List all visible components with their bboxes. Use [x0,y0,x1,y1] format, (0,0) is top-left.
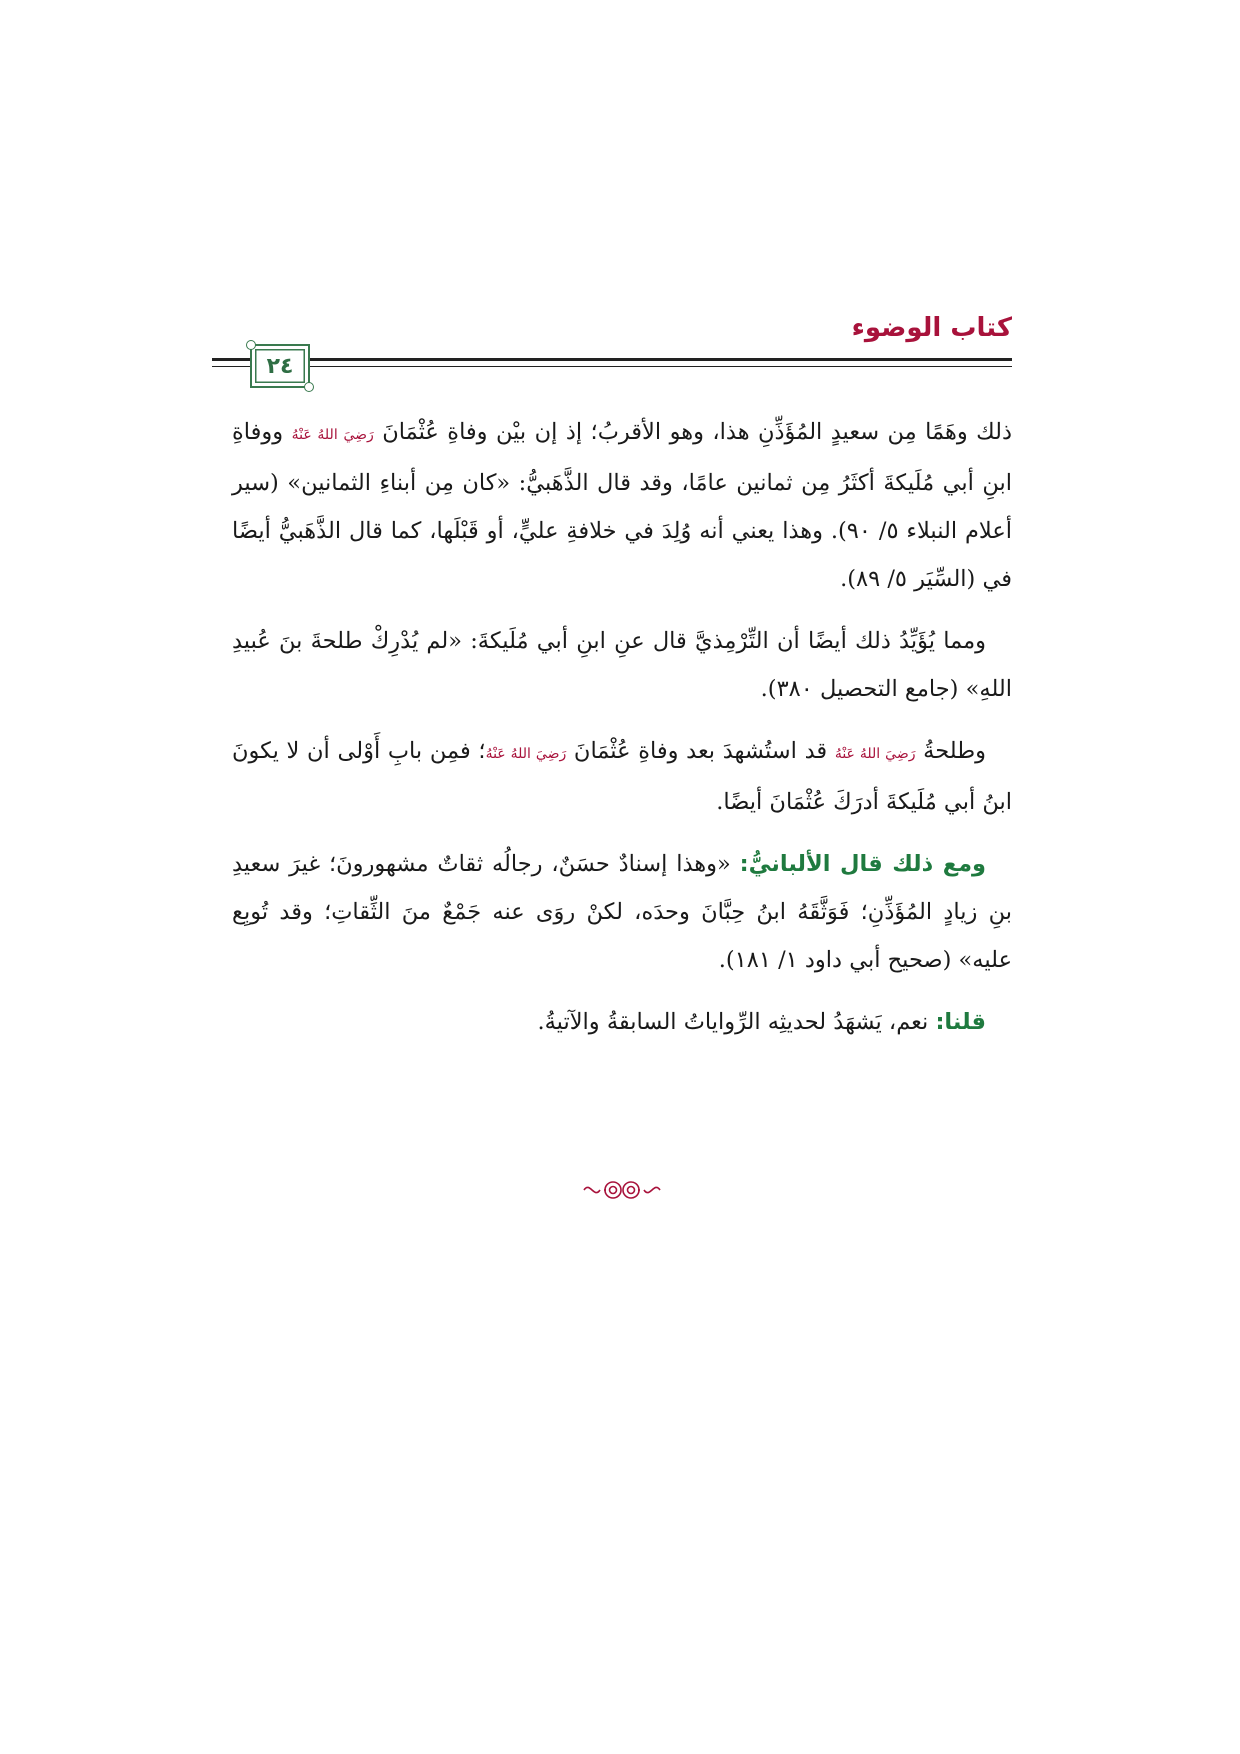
header-rule-thick [232,358,1012,361]
paragraph-5 [232,998,1012,1046]
paragraph-text: نعم، يَشهَدُ لحديثِه الرِّواياتُ السابقةُ والآتيةُ. [537,1009,929,1035]
end-ornament-icon [580,1175,664,1205]
header-left-tick [212,358,242,361]
honorific: رَضِيَ اللهُ عَنْهُ [834,746,916,762]
paragraph-2 [232,617,1012,713]
chapter-title: كتاب الوضوء [851,313,1012,343]
page-header [232,310,1012,388]
honorific: رَضِيَ اللهُ عَنْهُ [291,427,374,443]
page-number: ٢٤ [266,353,294,379]
header-rule-thin [232,366,1012,367]
body-text [232,408,1012,1060]
paragraph-text: وطلحةُ [923,738,986,764]
paragraph-text: ووفاةِ ابنِ أبي مُلَيكةَ أكثَرُ مِن ثمانين عامًا، وقد قال الذَّهَبيُّ: «كان مِن أبناءِ الثمانين» (سير أعلام النبلاء ٥/ ٩٠). وهذا يعني أنه وُلِدَ في خلافةِ عليٍّ، أو قَبْلَها، كما قال الذَّهَبيُّ أيضًا في (السِّيَر ٥/ ٨٩). [232,419,1013,592]
paragraph-text: قد استُشهدَ بعد وفاةِ عُثْمَانَ [573,738,828,764]
paragraph-text: ؛ فمِن بابِ أَوْلى أن لا يكونَ ابنُ أبي مُلَيكةَ أدرَكَ عُثْمَانَ أيضًا. [232,738,1012,815]
paragraph-3 [232,727,1012,826]
quote-label: قلنا: [935,1009,986,1035]
paragraph-text: ذلك وهَمًا مِن سعيدٍ المُؤَذِّنِ هذا، وهو الأقربُ؛ إذ إن بيْن وفاةِ عُثْمَانَ [382,419,1012,445]
paragraph-4 [232,840,1012,984]
paragraph-text: ومما يُؤَيِّدُ ذلك أيضًا أن التِّرْمِذيَّ قال عنِ ابنِ أبي مُلَيكةَ: «لم يُدْرِكْ طلحةَ بنَ عُبيدِ اللهِ» (جامع التحصيل ٣٨٠). [232,628,1012,702]
page-number-frame [250,344,310,388]
paragraph-text: «وهذا إسنادٌ حسَنٌ، رجالُه ثقاتٌ مشهورونَ؛ غيرَ سعيدِ بنِ زيادٍ المُؤَذِّنِ؛ فَوَثَّقَهُ ابنُ حِبَّانَ وحدَه، لكنْ روَى عنه جَمْعٌ منَ الثِّقاتِ؛ وقد تُوبِع عليه» (صحيح أبي داود ١/ ١٨١). [232,851,1012,973]
honorific: رَضِيَ اللهُ عَنْهُ [485,746,567,762]
paragraph-1 [232,408,1012,603]
header-left-tick [212,366,242,367]
quote-label: ومع ذلك قال الألبانيُّ: [739,851,987,877]
